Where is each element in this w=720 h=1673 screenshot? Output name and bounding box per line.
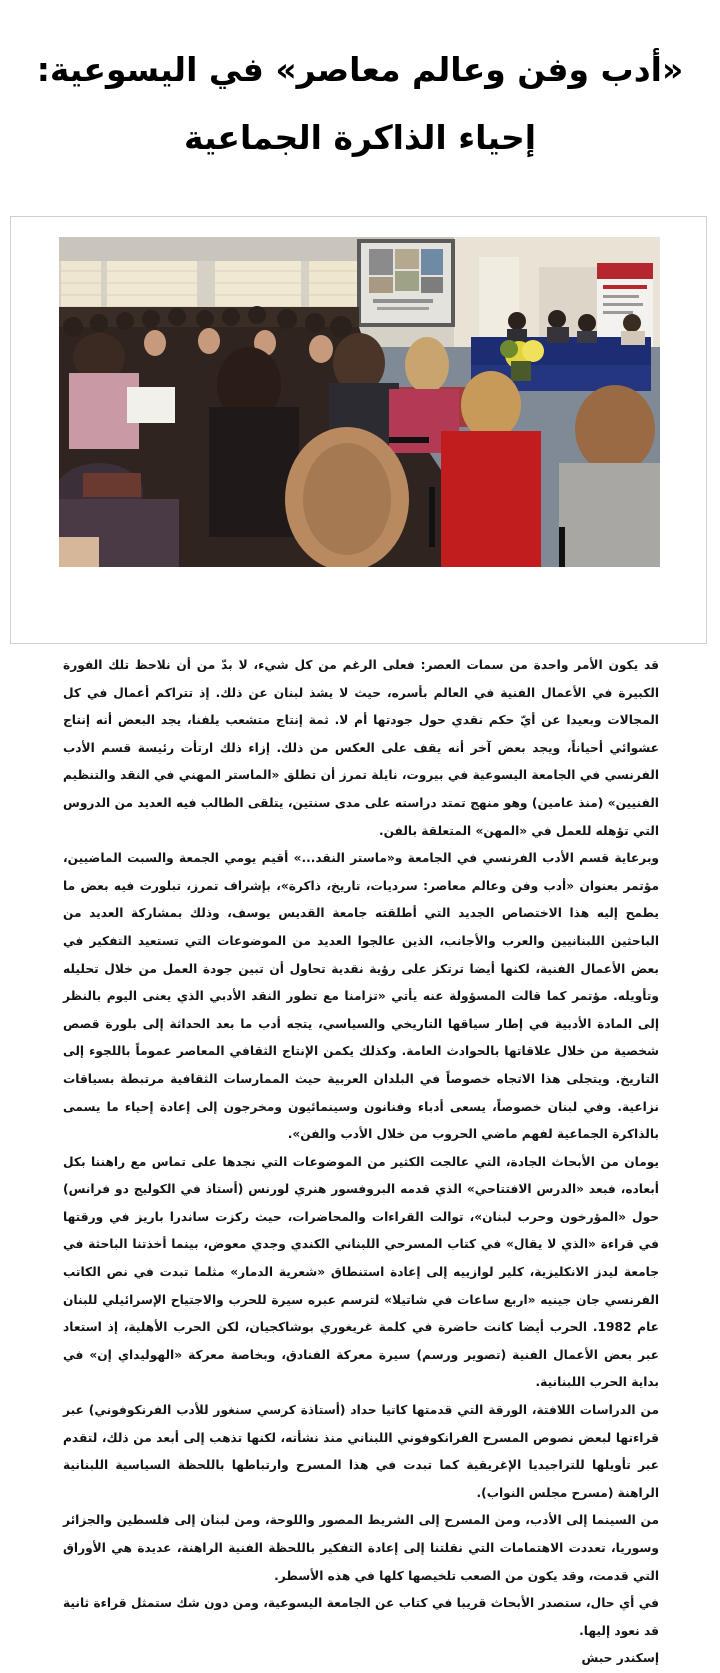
article-paragraph: في أي حال، ستصدر الأبحاث قريبا في كتاب عن الجامعة اليسوعية، ومن دون شك ستمثل قراءة ثانية قد نعود إليها. [63, 1596, 659, 1638]
article-paragraph: يومان من الأبحاث الجادة، التي عالجت الكثير من الموضوعات التي نجدها على تماس مع راهننا بكل أبعاده، فبعد «الدرس الافتتاحي» الذي قدمه البروفسور هنري لورنس (أستاذ في الكوليج دو فرانس) حول «المؤرخون وحرب لبنان»، توالت القراءات والمحاضرات، حيث ركزت ساندرا باريز في ورقتها في قراءة «الذي لا يقال» في كتاب المسرحي اللبناني الكندي وجدي معوض، بينما أخذتنا الباحثة في جامعة ليدز الانكليزية، كلير لوازييه إلى إعادة استنطاق «شعرية الدمار» مثلما تبدت في نص الكاتب الفرنسي جان جينيه «اربع ساعات في شاتيلا» لترسم عبره سيرة للحرب والاجتياح الإسرائيلي للبنان عام 1982. الحرب أيضا كانت حاضرة في كلمة غريغوري بوشاكجيان، لكن الحرب الأهلية، إذ استعاد عبر بعض الأعمال الفنية (تصوير ورسم) سيرة معركة الفنادق، وبخاصة معركة «الهوليداي إن» في بداية الحرب اللبنانية. [63, 1154, 660, 1390]
article-paragraph: وبرعاية قسم الأدب الفرنسي في الجامعة و«ماستر النقد...» أقيم يومي الجمعة والسبت الماضيين، مؤتمر بعنوان «أدب وفن وعالم معاصر: سرديات، تاريخ، ذاكرة»، بإشراف تمرز، تبلورت فيه بعض ما يطمح إليه هذا الاختصاص الجديد التي أطلقته جامعة القديس يوسف، وذلك بمشاركة العديد من الباحثين اللبنانيين والعرب والأجانب، الذين عالجوا العديد من الموضوعات التي تستعيد التفكير في بعض الأعمال الفنية، لكنها أيضا ترتكز على رؤية نقدية تحاول أن تبين جودة العمل من خلال تحليله وتأويله. مؤتمر كما قالت المسؤولة عنه يأتي «تزامنا مع تطور النقد الأدبي الذي يعنى اليوم بالنظر إلى المادة الأدبية في إطار سياقها التاريخي والسياسي، يتجه أدب ما بعد الحداثة إلى بلورة قصص شخصية من خلال علاقاتها بالحوادث العامة. وكذلك يكمن الإنتاج الثقافي المعاصر عموماً باللجوء إلى التاريخ. ويتجلى هذا الاتجاه خصوصاً في البلدان العربية حيث الممارسات الثقافية مرتبطة بسياقات نزاعية. وفي لبنان خصوصاً، يسعى أدباء وفنانون وسينمائيون ومخرجون إلى إعادة إحياء ما يسمى بالذاكرة الجماعية لفهم ماضي الحروب من خلال الأدب والفن». [63, 851, 659, 1142]
author-signature: إسكندر حبش [581, 1651, 659, 1666]
article-paragraph: قد يكون الأمر واحدة من سمات العصر: فعلى الرغم من كل شيء، لا بدّ من أن نلاحظ تلك الفورة الكبيرة في الأعمال الفنية في العالم بأسره، حيث لا يشذ لبنان عن ذلك. إذ تتراكم أعمال في كل المجالات وبعيدا عن أيّ حكم نقدي حول جودتها أم لا. ثمة إنتاج متشعب يلفنا، يجد البعض أنه إنتاج عشوائي أحياناً، ويجد بعض آخر أنه يقف على العكس من ذلك. إزاء ذلك ارتأت رئيسة قسم الأدب الفرنسي في الجامعة اليسوعية في بيروت، نايلة تمرز أن تطلق «الماستر المهني في النقد والتنظيم الفنيين» (منذ عامين) وهو منهج تمتد دراسته على مدى سنتين، يتلقى الطالب فيه العديد من الدروس التي تؤهله للعمل في «المهن» المتعلقة بالفن. [63, 658, 659, 838]
photo-frame [10, 216, 707, 644]
article-paragraph: من السينما إلى الأدب، ومن المسرح إلى الشريط المصور واللوحة، ومن لبنان إلى فلسطين والجزائر وسوريا، تعددت الاهتمامات التي نقلتنا إلى إعادة التفكير باللحظة الفنية الراهنة، عديدة هي الأوراق التي قدمت، وقد يكون من الصعب تلخيصها كلها في هذه الأسطر. [63, 1513, 659, 1583]
article-headline: «أدب وفن وعالم معاصر» في اليسوعية: إحياء الذاكرة الجماعية [36, 50, 684, 157]
conference-photo [59, 237, 660, 567]
article-paragraph: من الدراسات اللافتة، الورقة التي قدمتها كاتيا حداد (أستاذة كرسي سنغور للأدب الفرنكوفوني) عبر قراءتها لبعض نصوص المسرح الفرانكوفوني اللبناني منذ نشأته، لكنها تذهب إلى أبعد من ذلك، لتقدم عبر تأويلها للتراجيديا الإغريقية كما تبدت في هذا المسرح وارتباطها باللحظة السياسية اللبنانية الراهنة (مسرح مجلس النواب). [63, 1403, 659, 1500]
article-body [63, 652, 659, 1673]
